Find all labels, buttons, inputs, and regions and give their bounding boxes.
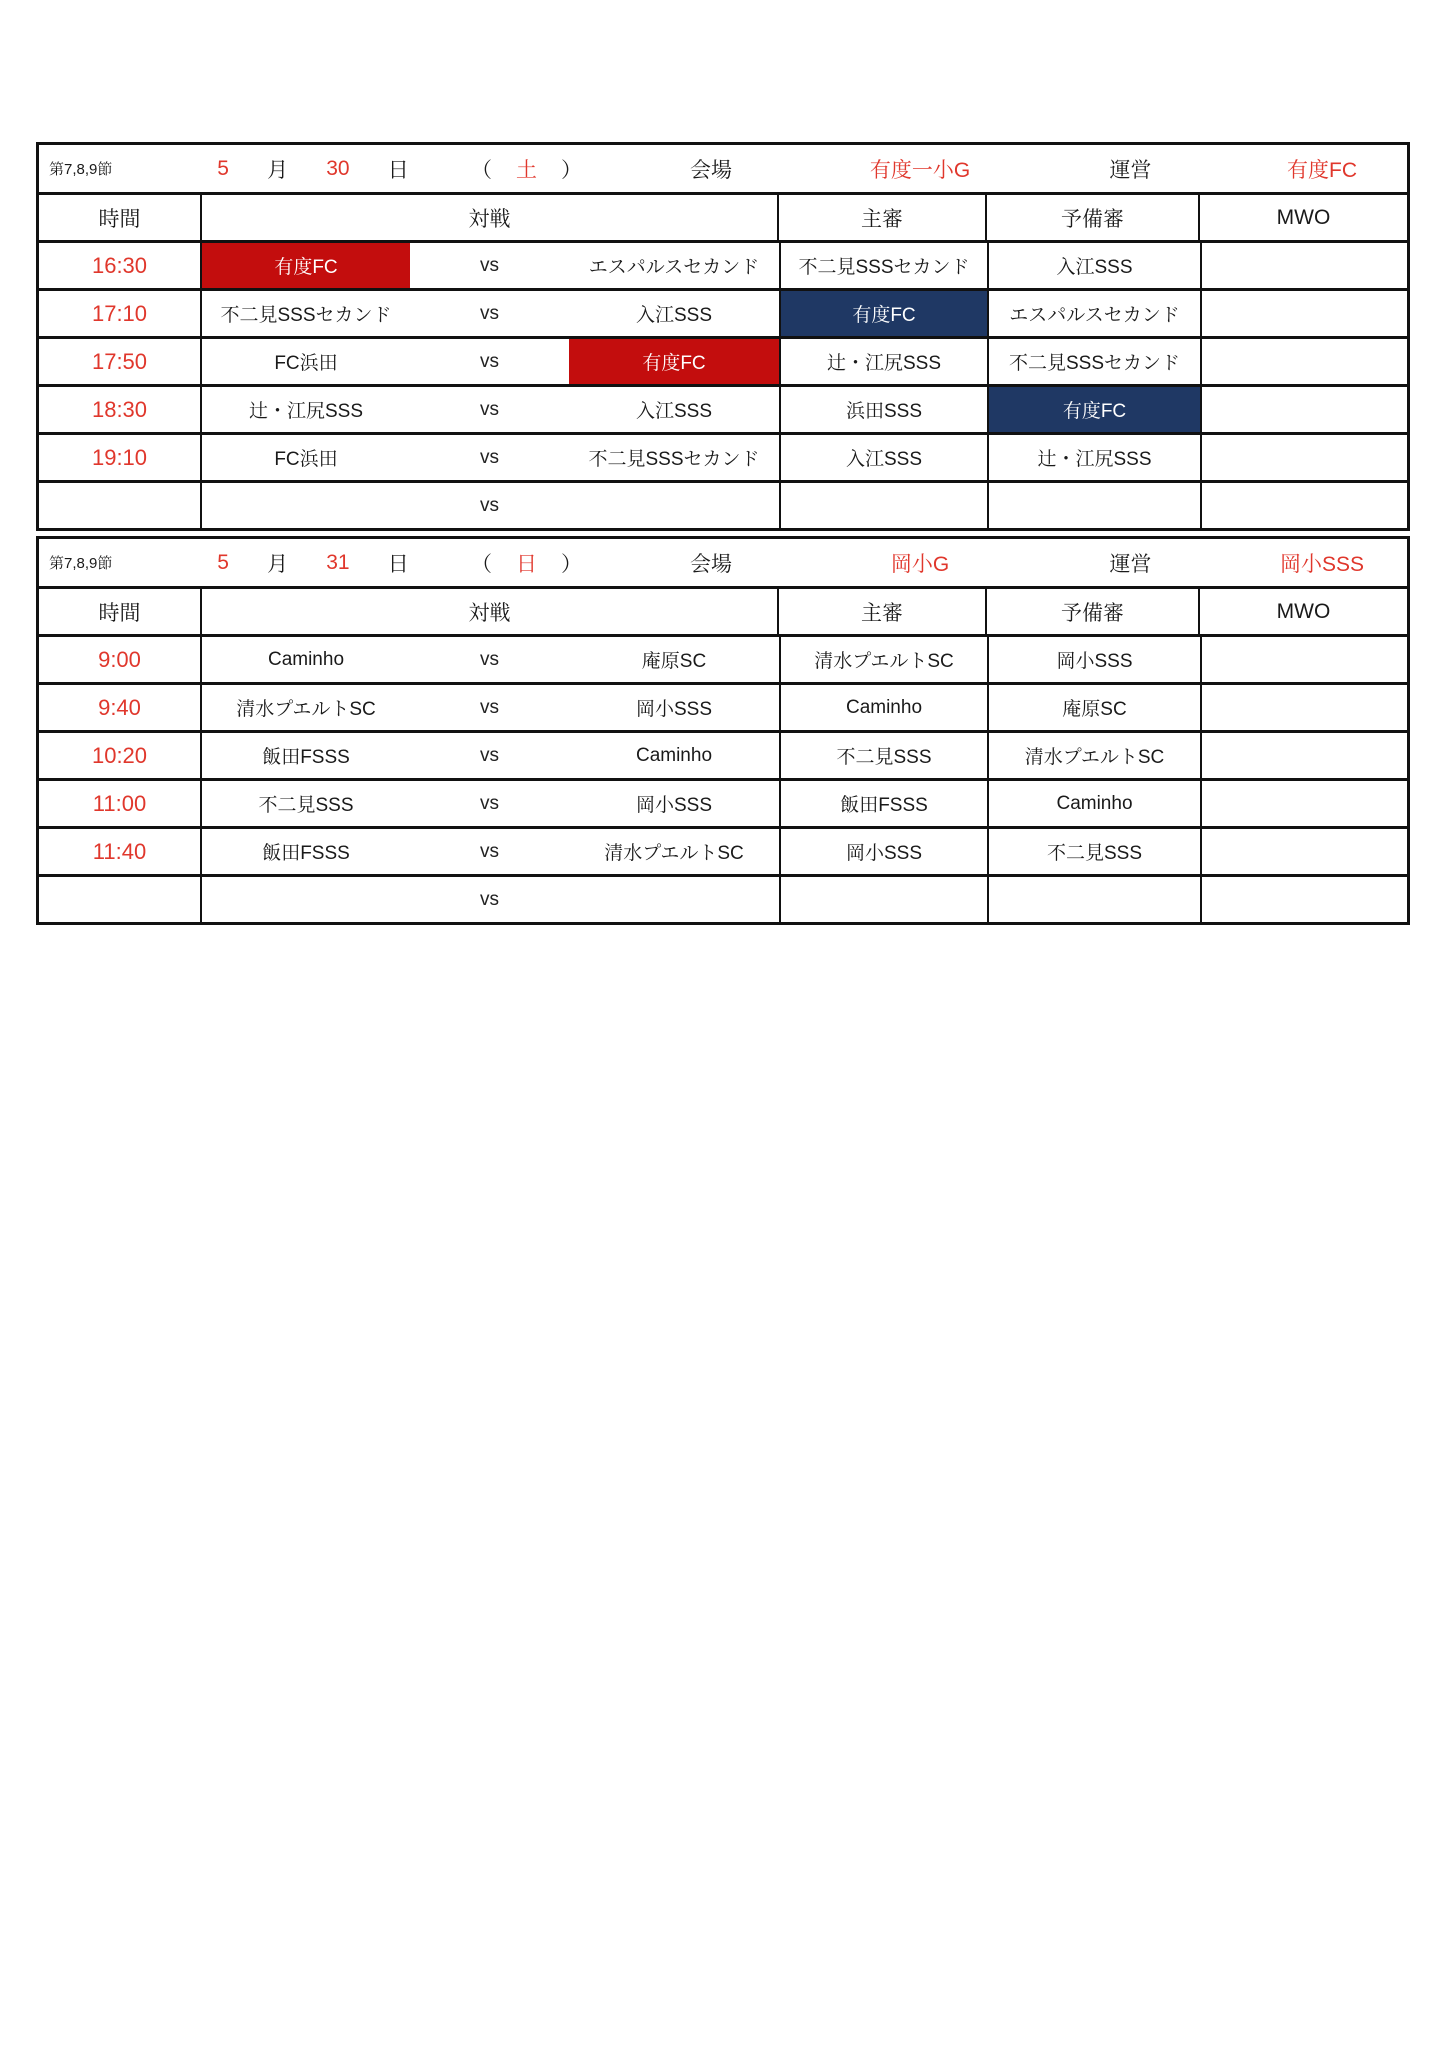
round-label: 第7,8,9節 (49, 555, 113, 572)
time-cell: 11:00 (39, 781, 202, 826)
referee-cell: Caminho (781, 685, 989, 730)
vs-label: vs (480, 840, 499, 862)
round-label: 第7,8,9節 (49, 161, 113, 178)
referee-cell (781, 483, 989, 528)
home-team-cell (202, 877, 410, 922)
match-row (39, 387, 1407, 435)
time-cell: 16:30 (39, 243, 202, 288)
match-schedule-table-saturday (36, 142, 1410, 531)
away-team-cell: 庵原SC (641, 651, 707, 672)
mwo-cell (1202, 339, 1407, 384)
away-team-cell: 入江SSS (635, 305, 713, 326)
match-cell (202, 339, 781, 384)
mwo-cell (1202, 733, 1407, 778)
col-header-referee: 主審 (779, 589, 987, 634)
vs-label: vs (480, 398, 499, 420)
referee-cell: 辻・江尻SSS (781, 339, 989, 384)
date-header-row (39, 145, 1407, 195)
referee-cell: 岡小SSS (781, 829, 989, 874)
reserve-referee-cell: 有度FC (989, 387, 1202, 432)
away-team-cell: 岡小SSS (635, 795, 713, 816)
match-schedule-table-sunday (36, 536, 1410, 925)
col-header-reserve: 予備審 (987, 195, 1200, 240)
match-row (39, 637, 1407, 685)
reserve-referee-cell: 入江SSS (989, 243, 1202, 288)
match-cell (202, 243, 781, 288)
away-team-cell: 有度FC (569, 339, 779, 384)
paren-open: （ (471, 552, 492, 576)
match-cell (202, 291, 781, 336)
match-cell (202, 435, 781, 480)
weekday-group (447, 539, 606, 586)
venue-value: 岡小G (890, 552, 950, 576)
time-cell: 9:00 (39, 637, 202, 682)
referee-cell (781, 877, 989, 922)
reserve-referee-cell: Caminho (989, 781, 1202, 826)
time-cell: 10:20 (39, 733, 202, 778)
time-cell (39, 877, 202, 922)
time-cell: 17:10 (39, 291, 202, 336)
referee-cell: 清水プエルトSC (781, 637, 989, 682)
away-team-cell (569, 483, 779, 528)
match-cell (202, 637, 781, 682)
match-row (39, 733, 1407, 781)
col-header-match: 対戦 (202, 195, 779, 240)
weekday-value: 土 (516, 158, 537, 182)
home-team-cell: 飯田FSSS (262, 747, 350, 768)
referee-cell: 浜田SSS (781, 387, 989, 432)
operator-value: 岡小SSS (1279, 552, 1365, 576)
rows-saturday (39, 243, 1407, 528)
mwo-cell (1202, 291, 1407, 336)
referee-cell: 不二見SSS (781, 733, 989, 778)
date-group (179, 539, 447, 586)
match-row (39, 291, 1407, 339)
day-suffix-label: 日 (387, 552, 409, 576)
day-value: 31 (326, 550, 350, 574)
match-row (39, 243, 1407, 291)
mwo-cell (1202, 877, 1407, 922)
home-team-cell: 清水プエルトSC (236, 699, 376, 720)
match-cell (202, 829, 781, 874)
reserve-referee-cell: 岡小SSS (989, 637, 1202, 682)
column-header-row (39, 195, 1407, 243)
vs-label: vs (480, 792, 499, 814)
vs-label: vs (480, 350, 499, 372)
home-team-cell: 有度FC (202, 243, 410, 288)
col-header-time: 時間 (39, 589, 202, 634)
paren-close: ） (561, 552, 582, 576)
match-row (39, 685, 1407, 733)
referee-cell: 不二見SSSセカンド (781, 243, 989, 288)
mwo-cell (1202, 637, 1407, 682)
mwo-cell (1202, 435, 1407, 480)
home-team-cell: 飯田FSSS (262, 843, 350, 864)
col-header-mwo: MWO (1276, 205, 1331, 229)
col-header-time: 時間 (39, 195, 202, 240)
mwo-cell (1202, 243, 1407, 288)
mwo-cell (1202, 483, 1407, 528)
reserve-referee-cell: 辻・江尻SSS (989, 435, 1202, 480)
date-header-row (39, 539, 1407, 589)
reserve-referee-cell: 不二見SSSセカンド (989, 339, 1202, 384)
match-row (39, 339, 1407, 387)
vs-label: vs (480, 696, 499, 718)
time-cell: 17:50 (39, 339, 202, 384)
vs-label: vs (480, 648, 499, 670)
match-cell (202, 733, 781, 778)
referee-cell: 飯田FSSS (781, 781, 989, 826)
reserve-referee-cell: 庵原SC (989, 685, 1202, 730)
away-team-cell: Caminho (635, 744, 713, 766)
vs-label: vs (480, 744, 499, 766)
away-team-cell (569, 877, 779, 922)
reserve-referee-cell: 清水プエルトSC (989, 733, 1202, 778)
home-team-cell: 辻・江尻SSS (248, 401, 364, 422)
away-team-cell: 清水プエルトSC (604, 843, 744, 864)
vs-label: vs (480, 494, 499, 516)
date-group (179, 145, 447, 192)
away-team-cell: 不二見SSSセカンド (588, 449, 760, 470)
match-row (39, 483, 1407, 528)
mwo-cell (1202, 829, 1407, 874)
vs-label: vs (480, 254, 499, 276)
reserve-referee-cell: エスパルスセカンド (989, 291, 1202, 336)
mwo-cell (1202, 685, 1407, 730)
col-header-reserve: 予備審 (987, 589, 1200, 634)
reserve-referee-cell (989, 877, 1202, 922)
home-team-cell (202, 483, 410, 528)
match-cell (202, 877, 781, 922)
home-team-cell: 不二見SSSセカンド (220, 305, 392, 326)
match-cell (202, 387, 781, 432)
match-row (39, 829, 1407, 877)
reserve-referee-cell (989, 483, 1202, 528)
paren-open: （ (471, 158, 492, 182)
col-header-mwo: MWO (1276, 599, 1331, 623)
match-cell (202, 685, 781, 730)
time-cell: 18:30 (39, 387, 202, 432)
match-row (39, 781, 1407, 829)
month-suffix-label: 月 (267, 158, 289, 182)
venue-value: 有度一小G (869, 158, 971, 182)
col-header-match: 対戦 (202, 589, 779, 634)
day-value: 30 (326, 156, 350, 180)
home-team-cell: 不二見SSS (258, 795, 354, 816)
match-row (39, 435, 1407, 483)
home-team-cell: Caminho (267, 648, 345, 670)
time-cell: 11:40 (39, 829, 202, 874)
away-team-cell: 岡小SSS (635, 699, 713, 720)
operator-label: 運営 (1109, 158, 1152, 182)
col-header-referee: 主審 (779, 195, 987, 240)
operator-label: 運営 (1109, 552, 1152, 576)
paren-close: ） (561, 158, 582, 182)
mwo-cell (1202, 781, 1407, 826)
referee-cell: 有度FC (781, 291, 989, 336)
rows-sunday (39, 637, 1407, 922)
weekday-value: 日 (516, 552, 537, 576)
month-value: 5 (217, 550, 229, 574)
month-suffix-label: 月 (267, 552, 289, 576)
mwo-cell (1202, 387, 1407, 432)
venue-label: 会場 (690, 552, 732, 576)
vs-label: vs (480, 302, 499, 324)
home-team-cell: FC浜田 (274, 353, 338, 374)
weekday-group (447, 145, 606, 192)
match-cell (202, 781, 781, 826)
vs-label: vs (480, 446, 499, 468)
away-team-cell: エスパルスセカンド (588, 257, 760, 278)
referee-cell: 入江SSS (781, 435, 989, 480)
away-team-cell: 入江SSS (635, 401, 713, 422)
match-row (39, 877, 1407, 922)
home-team-cell: FC浜田 (274, 449, 338, 470)
venue-label: 会場 (690, 158, 732, 182)
reserve-referee-cell: 不二見SSS (989, 829, 1202, 874)
day-suffix-label: 日 (387, 158, 409, 182)
time-cell (39, 483, 202, 528)
vs-label: vs (480, 888, 499, 910)
match-cell (202, 483, 781, 528)
time-cell: 19:10 (39, 435, 202, 480)
operator-value: 有度FC (1287, 158, 1357, 182)
column-header-row (39, 589, 1407, 637)
month-value: 5 (217, 156, 229, 180)
time-cell: 9:40 (39, 685, 202, 730)
